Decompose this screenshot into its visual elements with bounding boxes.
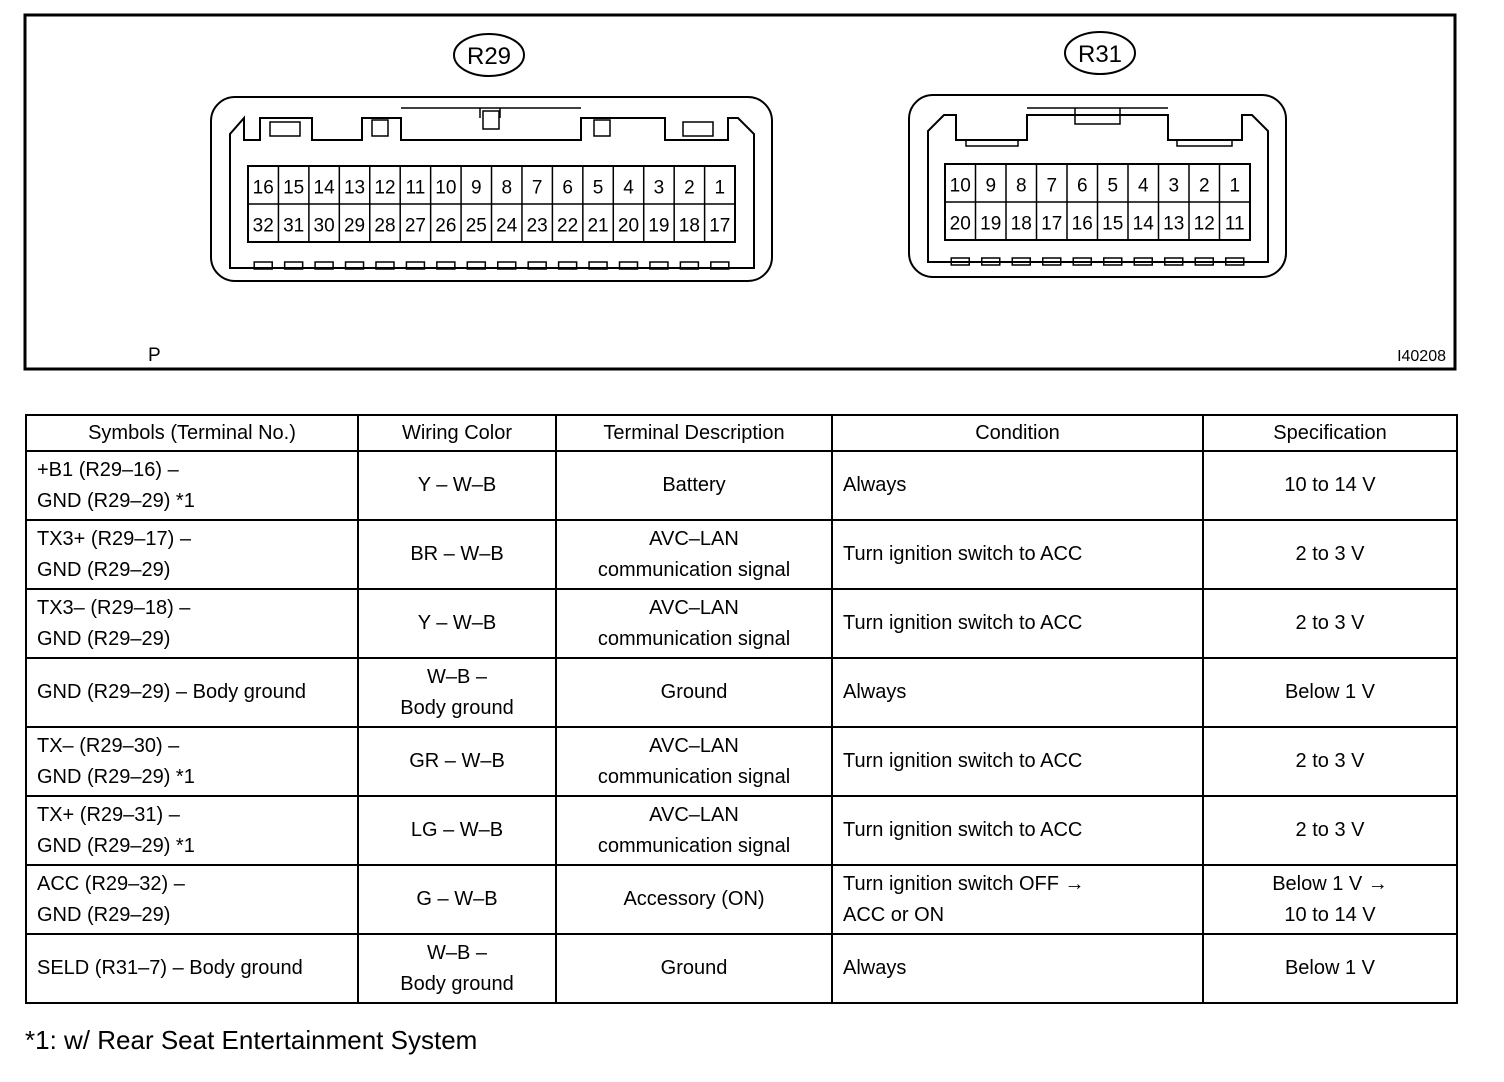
wiring-color-cell: W–B – Body ground (358, 658, 556, 727)
wiring-color-cell: BR – W–B (358, 520, 556, 589)
specification-cell: 2 to 3 V (1203, 727, 1457, 796)
symbol-cell: GND (R29–29) – Body ground (26, 658, 358, 727)
table-row (26, 796, 1457, 865)
pin-number: 15 (1102, 213, 1124, 235)
pin-number: 20 (949, 213, 971, 235)
symbol-cell: TX3+ (R29–17) – GND (R29–29) (26, 520, 358, 589)
condition-cell: Always (832, 658, 1203, 727)
pin-number: 4 (1137, 175, 1149, 197)
description-cell: AVC–LAN communication signal (556, 520, 832, 589)
connector-r29-key-ridge (401, 108, 581, 118)
pin-number: 9 (471, 177, 482, 199)
specification-cell: Below 1 V → 10 to 14 V (1203, 865, 1457, 934)
figure-code: I40208 (1397, 348, 1446, 365)
pin-number: 12 (374, 177, 396, 199)
pin-number: 4 (623, 177, 634, 199)
table-row (26, 451, 1457, 520)
symbol-cell: TX3– (R29–18) – GND (R29–29) (26, 589, 358, 658)
symbol-cell: +B1 (R29–16) – GND (R29–29) *1 (26, 451, 358, 520)
pin-number: 14 (313, 177, 335, 199)
connector-r29-notch (483, 111, 499, 129)
pin-number: 7 (531, 177, 543, 199)
pin-number: 1 (1229, 175, 1241, 197)
table-row (26, 589, 1457, 658)
header-wiring-color: Wiring Color (358, 415, 556, 451)
pin-number: 27 (404, 215, 426, 237)
pin-number: 26 (435, 215, 457, 237)
pin-number: 30 (313, 215, 335, 237)
pin-number: 15 (283, 177, 305, 199)
pin-number: 28 (374, 215, 396, 237)
table-row (26, 865, 1457, 934)
header-specification: Specification (1203, 415, 1457, 451)
pin-number: 1 (714, 177, 726, 199)
pin-number: 23 (526, 215, 548, 237)
pin-number: 31 (283, 215, 305, 237)
condition-cell: Turn ignition switch to ACC (832, 520, 1203, 589)
condition-cell: Turn ignition switch to ACC (832, 796, 1203, 865)
connector-r29-notch (270, 122, 300, 136)
wiring-color-cell: GR – W–B (358, 727, 556, 796)
corner-label: P (148, 345, 161, 366)
pin-number: 9 (985, 175, 997, 197)
condition-cell: Turn ignition switch OFF → ACC or ON (832, 865, 1203, 934)
pin-number: 12 (1193, 213, 1215, 235)
pin-number: 20 (617, 215, 640, 237)
connector-r29 (211, 34, 772, 281)
pin-number: 8 (1015, 175, 1027, 197)
header-symbols: Symbols (Terminal No.) (26, 415, 358, 451)
pin-number: 5 (592, 177, 604, 199)
footnote: *1: w/ Rear Seat Entertainment System (25, 1025, 478, 1055)
wiring-color-cell: Y – W–B (358, 451, 556, 520)
specification-cell: 2 to 3 V (1203, 796, 1457, 865)
connector-r29-notch (372, 120, 388, 136)
description-cell: AVC–LAN communication signal (556, 589, 832, 658)
condition-cell: Always (832, 451, 1203, 520)
description-cell: Accessory (ON) (556, 865, 832, 934)
pin-number: 7 (1046, 175, 1058, 197)
table-row (26, 658, 1457, 727)
description-cell: Battery (556, 451, 832, 520)
description-cell: AVC–LAN communication signal (556, 727, 832, 796)
condition-cell: Turn ignition switch to ACC (832, 727, 1203, 796)
description-cell: Ground (556, 934, 832, 1003)
pin-number: 18 (678, 215, 700, 237)
specification-cell: Below 1 V (1203, 658, 1457, 727)
pin-number: 25 (465, 215, 487, 237)
condition-cell: Turn ignition switch to ACC (832, 589, 1203, 658)
specification-cell: 2 to 3 V (1203, 589, 1457, 658)
pin-number: 14 (1132, 213, 1154, 235)
terminal-spec-table (25, 414, 1458, 1004)
wiring-color-cell: W–B – Body ground (358, 934, 556, 1003)
table-row (26, 934, 1457, 1003)
header-terminal-description: Terminal Description (556, 415, 832, 451)
table-row (26, 727, 1457, 796)
pin-number: 24 (496, 215, 518, 237)
symbol-cell: TX+ (R29–31) – GND (R29–29) *1 (26, 796, 358, 865)
pin-number: 21 (587, 215, 609, 237)
description-cell: AVC–LAN communication signal (556, 796, 832, 865)
wiring-color-cell: LG – W–B (358, 796, 556, 865)
specification-cell: Below 1 V (1203, 934, 1457, 1003)
specification-cell: 10 to 14 V (1203, 451, 1457, 520)
pin-number: 13 (1163, 213, 1185, 235)
connector-r29-notch (594, 120, 610, 136)
pin-number: 10 (949, 175, 971, 197)
pin-number: 11 (405, 177, 426, 199)
pin-number: 17 (709, 215, 731, 237)
pin-number: 3 (653, 177, 665, 199)
pin-number: 32 (252, 215, 274, 237)
pin-number: 10 (435, 177, 457, 199)
pin-number: 5 (1107, 175, 1119, 197)
connector-r31 (909, 32, 1286, 277)
connector-diagram (0, 0, 1504, 400)
table-row (26, 520, 1457, 589)
wiring-color-cell: G – W–B (358, 865, 556, 934)
pin-number: 29 (343, 215, 366, 237)
pin-number: 19 (648, 215, 670, 237)
specification-cell: 2 to 3 V (1203, 520, 1457, 589)
pin-number: 16 (252, 177, 274, 199)
wiring-color-cell: Y – W–B (358, 589, 556, 658)
pin-number: 22 (557, 215, 579, 237)
pin-number: 19 (980, 213, 1002, 235)
connector-r29-label: R29 (466, 43, 512, 70)
symbol-cell: SELD (R31–7) – Body ground (26, 934, 358, 1003)
pin-number: 16 (1071, 213, 1093, 235)
pin-number: 3 (1168, 175, 1180, 197)
header-condition: Condition (832, 415, 1203, 451)
diagram-frame (25, 15, 1455, 369)
connector-r31-label: R31 (1077, 41, 1123, 68)
pin-number: 8 (501, 177, 513, 199)
condition-cell: Always (832, 934, 1203, 1003)
pin-number: 2 (684, 177, 695, 199)
symbol-cell: ACC (R29–32) – GND (R29–29) (26, 865, 358, 934)
pin-number: 6 (1076, 175, 1088, 197)
pin-number: 11 (1224, 213, 1245, 235)
pin-number: 18 (1010, 213, 1032, 235)
pin-number: 2 (1198, 175, 1210, 197)
description-cell: Ground (556, 658, 832, 727)
pin-number: 6 (562, 177, 573, 199)
pin-number: 17 (1041, 213, 1063, 235)
table-header-row (26, 415, 1457, 451)
connector-r29-notch (683, 122, 713, 136)
pin-number: 13 (343, 177, 366, 199)
symbol-cell: TX– (R29–30) – GND (R29–29) *1 (26, 727, 358, 796)
